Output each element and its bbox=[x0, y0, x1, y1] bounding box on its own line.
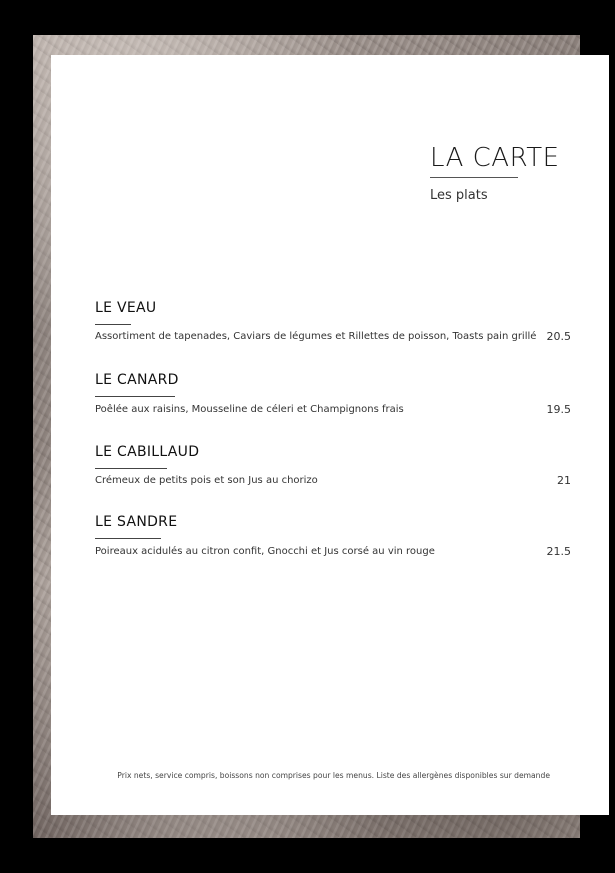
menu-sheet bbox=[51, 55, 609, 815]
dish-description: Poireaux acidulés au citron confit, Gnocchi et Jus corsé au vin rouge bbox=[95, 546, 435, 557]
dish-price: 20.5 bbox=[546, 330, 571, 343]
dish-price: 19.5 bbox=[546, 403, 571, 416]
footer-note: Prix nets, service compris, boissons non comprises pour les menus. Liste des allergènes disponibles sur demande bbox=[117, 771, 550, 780]
dish-divider bbox=[95, 468, 167, 469]
dish-name: LE CANARD bbox=[95, 372, 179, 388]
dish-description: Poêlée aux raisins, Mousseline de céleri et Champignons frais bbox=[95, 404, 404, 415]
title-divider bbox=[430, 177, 518, 178]
dish-description: Assortiment de tapenades, Caviars de légumes et Rillettes de poisson, Toasts pain grillé bbox=[95, 331, 537, 342]
menu-subtitle: Les plats bbox=[430, 188, 488, 203]
dish-price: 21.5 bbox=[546, 545, 571, 558]
dish-price: 21 bbox=[557, 474, 571, 487]
dish-description: Crémeux de petits pois et son Jus au chorizo bbox=[95, 475, 318, 486]
dish-divider bbox=[95, 396, 175, 397]
dish-name: LE CABILLAUD bbox=[95, 444, 200, 460]
dish-name: LE VEAU bbox=[95, 300, 157, 316]
dish-name: LE SANDRE bbox=[95, 514, 178, 530]
dish-divider bbox=[95, 324, 131, 325]
dish-divider bbox=[95, 538, 161, 539]
menu-title: LA CARTE bbox=[430, 143, 560, 173]
